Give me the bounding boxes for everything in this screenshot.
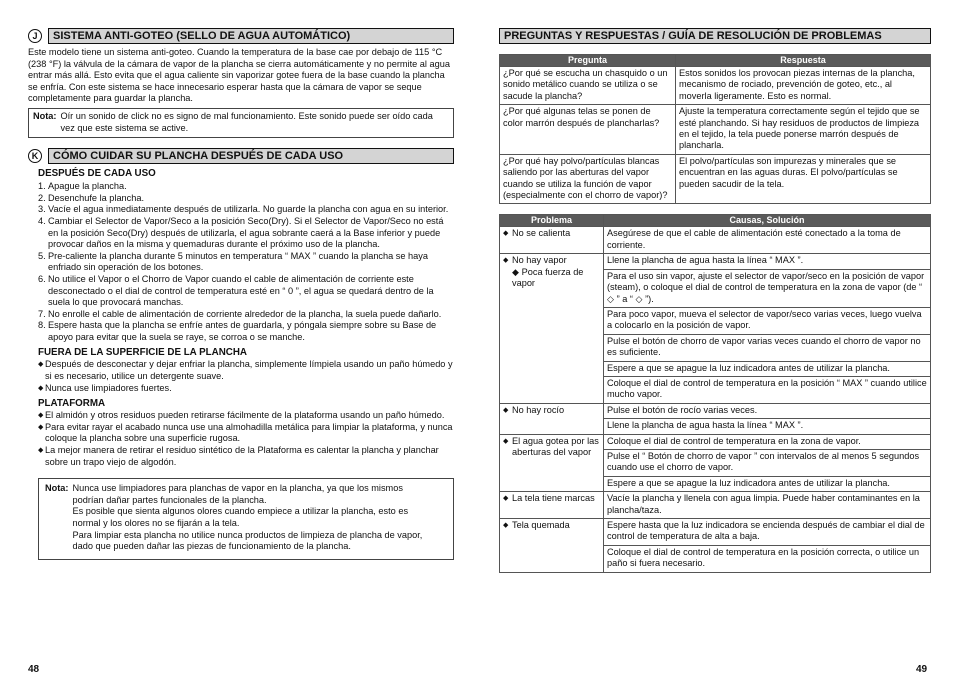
qa-header-question: Pregunta: [500, 55, 676, 67]
section-j-header: [28, 28, 454, 44]
solution-cell: Pulse el botón de rocío varias veces.: [604, 403, 931, 418]
troubleshooting-row: [500, 434, 931, 449]
step-item: [38, 216, 454, 251]
troubleshooting-row: [500, 403, 931, 418]
note-text: Nunca use limpiadores para planchas de vapor en la plancha, ya que los mismos podrían dañar partes funcionales de la plancha. Es posible que sienta algunos olores cuando empiece a utilizar la plancha, esto es normal y los olores no se fijarán a la tela. Para limpiar esta plancha no utilice nunca productos de limpieza de plancha de vapor, dado que pueden dañar las piezas de funcionamiento de la plancha.: [72, 483, 423, 552]
problem-cell: [500, 227, 604, 254]
troubleshooting-row: [500, 519, 931, 546]
qa-header-answer: Respuesta: [676, 55, 931, 67]
note-text: Oír un sonido de click no es signo de mal funcionamiento. Este sonido puede ser oído cada vez que este sistema se active.: [60, 110, 433, 133]
qa-answer: El polvo/partículas son impurezas y minerales que se encuentran en las aguas duras. El polvo/partículas se pueden sacudir de la tela.: [676, 154, 931, 204]
solution-cell: Espere hasta que la luz indicadora se encienda después de cambiar el dial de control de temperatura de alta a baja.: [604, 519, 931, 546]
solution-cell: Para poco vapor, mueva el selector de vapor/seco varias veces, luego vuelva a colocarlo en la posición de vapor.: [604, 307, 931, 334]
solution-cell: Espere a que se apague la luz indicadora antes de utilizar la plancha.: [604, 361, 931, 376]
step-text: No utilice el Vapor o el Chorro de Vapor cuando el cable de alimentación de corriente este desconectado o el dial de control de temperatura esté en “ 0 ”, el agua se quedará dentro de la suela lo que provocará manchas.: [48, 273, 434, 308]
right-page: [499, 28, 931, 573]
bullet-text: La mejor manera de retirar el residuo sintético de la Plataforma es calentar la plancha y planchar sobre un trapo viejo de algodón.: [45, 445, 439, 467]
bullet-icon: ◆: [503, 257, 509, 265]
step-text: Cambiar el Selector de Vapor/Seco a la posición Seco(Dry). Si el Selector de Vapor/Seco no está en la posición Seco(Dry) después de utilizarla, el agua sobrante caerá a la Base inferior y puede provocar daños en la misma y quemaduras durante el próximo uso de la plancha.: [48, 215, 444, 250]
step-text: Apague la plancha.: [48, 181, 127, 192]
bullet-text: El almidón y otros residuos pueden retirarse fácilmente de la plataforma usando un paño húmedo.: [45, 410, 445, 421]
bullet-item: [38, 445, 454, 468]
anti-drip-description: Este modelo tiene un sistema anti-goteo. Cuando la temperatura de la base cae por debajo de 115 °C (238 °F) la válvula de la cámara de vapor de la plancha se cierra automáticamente y no permite al agua entrar más allá. Esto evita que el agua caliente sin vaporizar gotee fuera de la base cuando la plancha se enfría. Con este sistema se hace innecesario esperar hasta que la cámara de vapor se seque completamente para guardar la plancha.: [28, 47, 450, 104]
step-item: [38, 320, 454, 343]
note-label: Nota:: [33, 110, 57, 121]
troubleshooting-table: [499, 214, 931, 572]
qa-row: [500, 67, 931, 105]
outside-list: [38, 359, 454, 394]
problem-text: La tela tiene marcas: [512, 493, 595, 504]
step-item: [38, 193, 454, 205]
bullet-item: [38, 359, 454, 382]
problem-text: El agua gotea por las aberturas del vapor: [512, 435, 599, 457]
qa-table: [499, 54, 931, 204]
qa-question: ¿Por qué se escucha un chasquido o un sonido metálico cuando se utiliza o se sacude la plancha?: [500, 67, 676, 105]
problem-cell: [500, 254, 604, 403]
bullet-icon: ◆: [38, 423, 44, 431]
solution-cell: Pulse el “ Botón de chorro de vapor ” con intervalos de al menos 5 segundos cuando use el chorro de vapor.: [604, 449, 931, 476]
bullet-text: Después de desconectar y dejar enfriar la plancha, simplemente límpiela usando un paño húmedo y si es necesario, utilice un detergente suave.: [45, 359, 453, 382]
step-number: 1.: [38, 181, 46, 192]
qa-section-title: PREGUNTAS Y RESPUESTAS / GUÍA DE RESOLUCIÓN DE PROBLEMAS: [499, 28, 931, 44]
problem-cell: [500, 434, 604, 492]
step-text: No enrolle el cable de alimentación de corriente alrededor de la plancha, la suela puede dañarlo.: [48, 308, 442, 319]
anti-drip-note: [28, 108, 454, 138]
step-text: Desenchufe la plancha.: [48, 192, 145, 203]
qa-section-header: [499, 28, 931, 44]
left-page: [28, 28, 454, 560]
step-number: 5.: [38, 250, 46, 261]
qa-row: [500, 105, 931, 155]
bullet-icon: ◆: [503, 406, 509, 414]
bullet-icon: ◆: [503, 230, 509, 238]
bullet-item: [38, 410, 454, 422]
troubleshooting-row: [500, 492, 931, 519]
bullet-text: Nunca use limpiadores fuertes.: [45, 382, 172, 393]
platform-list: [38, 410, 454, 468]
step-number: 8.: [38, 320, 46, 331]
bullet-item: [38, 383, 454, 395]
solution-cell: Llene la plancha de agua hasta la línea “ MAX ”.: [604, 254, 931, 269]
problem-text: Tela quemada: [512, 520, 570, 530]
problem-text: No hay vapor ◆ Poca fuerza de vapor: [512, 255, 584, 289]
step-number: 6.: [38, 273, 46, 284]
note-label: Nota:: [45, 483, 69, 494]
step-item: [38, 274, 454, 309]
qa-question: ¿Por qué algunas telas se ponen de color marrón después de plancharlas?: [500, 105, 676, 155]
bullet-item: [38, 422, 454, 445]
solution-cell: Asegúrese de que el cable de alimentación esté conectado a la toma de corriente.: [604, 227, 931, 254]
problem-cell: [500, 519, 604, 573]
solution-cell: Llene la plancha de agua hasta la línea “ MAX ”.: [604, 419, 931, 434]
solution-cell: Pulse el botón de chorro de vapor varias veces cuando el chorro de vapor no es suficiente.: [604, 334, 931, 361]
section-k-title: CÓMO CUIDAR SU PLANCHA DESPUÉS DE CADA USO: [48, 148, 454, 164]
troubleshooting-row: [500, 227, 931, 254]
step-item: [38, 181, 454, 193]
solution-cell: Vacíe la plancha y llenela con agua limpia. Puede haber contaminantes en la plancha/taza.: [604, 492, 931, 519]
step-item: [38, 309, 454, 321]
section-k-header: [28, 148, 454, 164]
pb-header-solution: Causas, Solución: [604, 215, 931, 227]
after-use-heading: DESPUÉS DE CADA USO: [38, 168, 156, 180]
step-item: [38, 204, 454, 216]
platform-heading: PLATAFORMA: [38, 398, 106, 410]
page-number-left: 48: [28, 664, 40, 675]
step-text: Pre-caliente la plancha durante 5 minutos en temperatura “ MAX ” cuando la plancha se haya enfriado sin operación de los botones.: [48, 250, 428, 273]
bullet-icon: ◆: [38, 447, 44, 455]
problem-cell: [500, 403, 604, 434]
bullet-icon: ◆: [38, 412, 44, 420]
qa-answer: Ajuste la temperatura correctamente según el tejido que se esté planchando. Si hay residuos de productos de limpieza en el tejido, la tela puede ponerse marrón después de plancharla.: [676, 105, 931, 155]
solution-cell: Coloque el dial de control de temperatura en la posición “ MAX ” cuando utilice mucho vapor.: [604, 376, 931, 403]
problem-text: No hay rocío: [512, 404, 565, 415]
qa-row: [500, 154, 931, 204]
bullet-icon: ◆: [503, 437, 509, 445]
troubleshooting-row: [500, 254, 931, 269]
step-item: [38, 251, 454, 274]
bullet-icon: ◆: [503, 522, 509, 529]
problem-text: No se calienta: [512, 228, 571, 239]
pb-header-problem: Problema: [500, 215, 604, 227]
problem-cell: [500, 492, 604, 519]
cleaning-note: [38, 478, 454, 560]
step-text: Espere hasta que la plancha se enfríe antes de guardarla, y póngala siempre sobre su Base de apoyo para evitar que la suela se raye, se corroa o se manche.: [48, 320, 437, 342]
solution-cell: Coloque el dial de control de temperatura en la zona de vapor.: [604, 434, 931, 449]
step-number: 2.: [38, 192, 46, 203]
page-number-right: 49: [916, 664, 928, 675]
bullet-icon: ◆: [38, 384, 44, 392]
section-k-letter: K: [28, 149, 42, 163]
section-j-letter: J: [28, 29, 42, 43]
step-text: Vacíe el agua inmediatamente después de utilizarla. No guarde la plancha con agua en su interior.: [48, 204, 449, 215]
after-use-steps: [38, 181, 454, 343]
solution-cell: Para el uso sin vapor, ajuste el selector de vapor/seco en la posición de vapor (steam), o coloque el dial de control de temperatura en la zona de vapor (de “ ◇ ” a “ ◇ ”).: [604, 269, 931, 307]
section-j-title: SISTEMA ANTI-GOTEO (SELLO DE AGUA AUTOMÁTICO): [48, 28, 454, 44]
qa-question: ¿Por qué hay polvo/partículas blancas saliendo por las aberturas del vapor cuando se utiliza la función de vapor (especialmente con el chorro de vapor)?: [500, 154, 676, 204]
outside-heading: FUERA DE LA SUPERFICIE DE LA PLANCHA: [38, 347, 248, 359]
qa-answer: Estos sonidos los provocan piezas internas de la plancha, mecanismo de rociado, prevención de goteo, etc., al moverla ligeramente. Esto es normal.: [676, 67, 931, 105]
bullet-icon: ◆: [503, 495, 509, 503]
step-number: 7.: [38, 308, 46, 319]
step-number: 4.: [38, 215, 46, 226]
bullet-text: Para evitar rayar el acabado nunca use una almohadilla metálica para limpiar la plataforma, y nunca coloque la plancha sobre una superficie rugosa.: [45, 421, 453, 444]
solution-cell: Espere a que se apague la luz indicadora antes de utilizar la plancha.: [604, 476, 931, 491]
bullet-icon: ◆: [38, 361, 44, 369]
step-number: 3.: [38, 204, 46, 215]
solution-cell: Coloque el dial de control de temperatura en la posición correcta, o utilice un paño si fuera necesario.: [604, 545, 931, 572]
